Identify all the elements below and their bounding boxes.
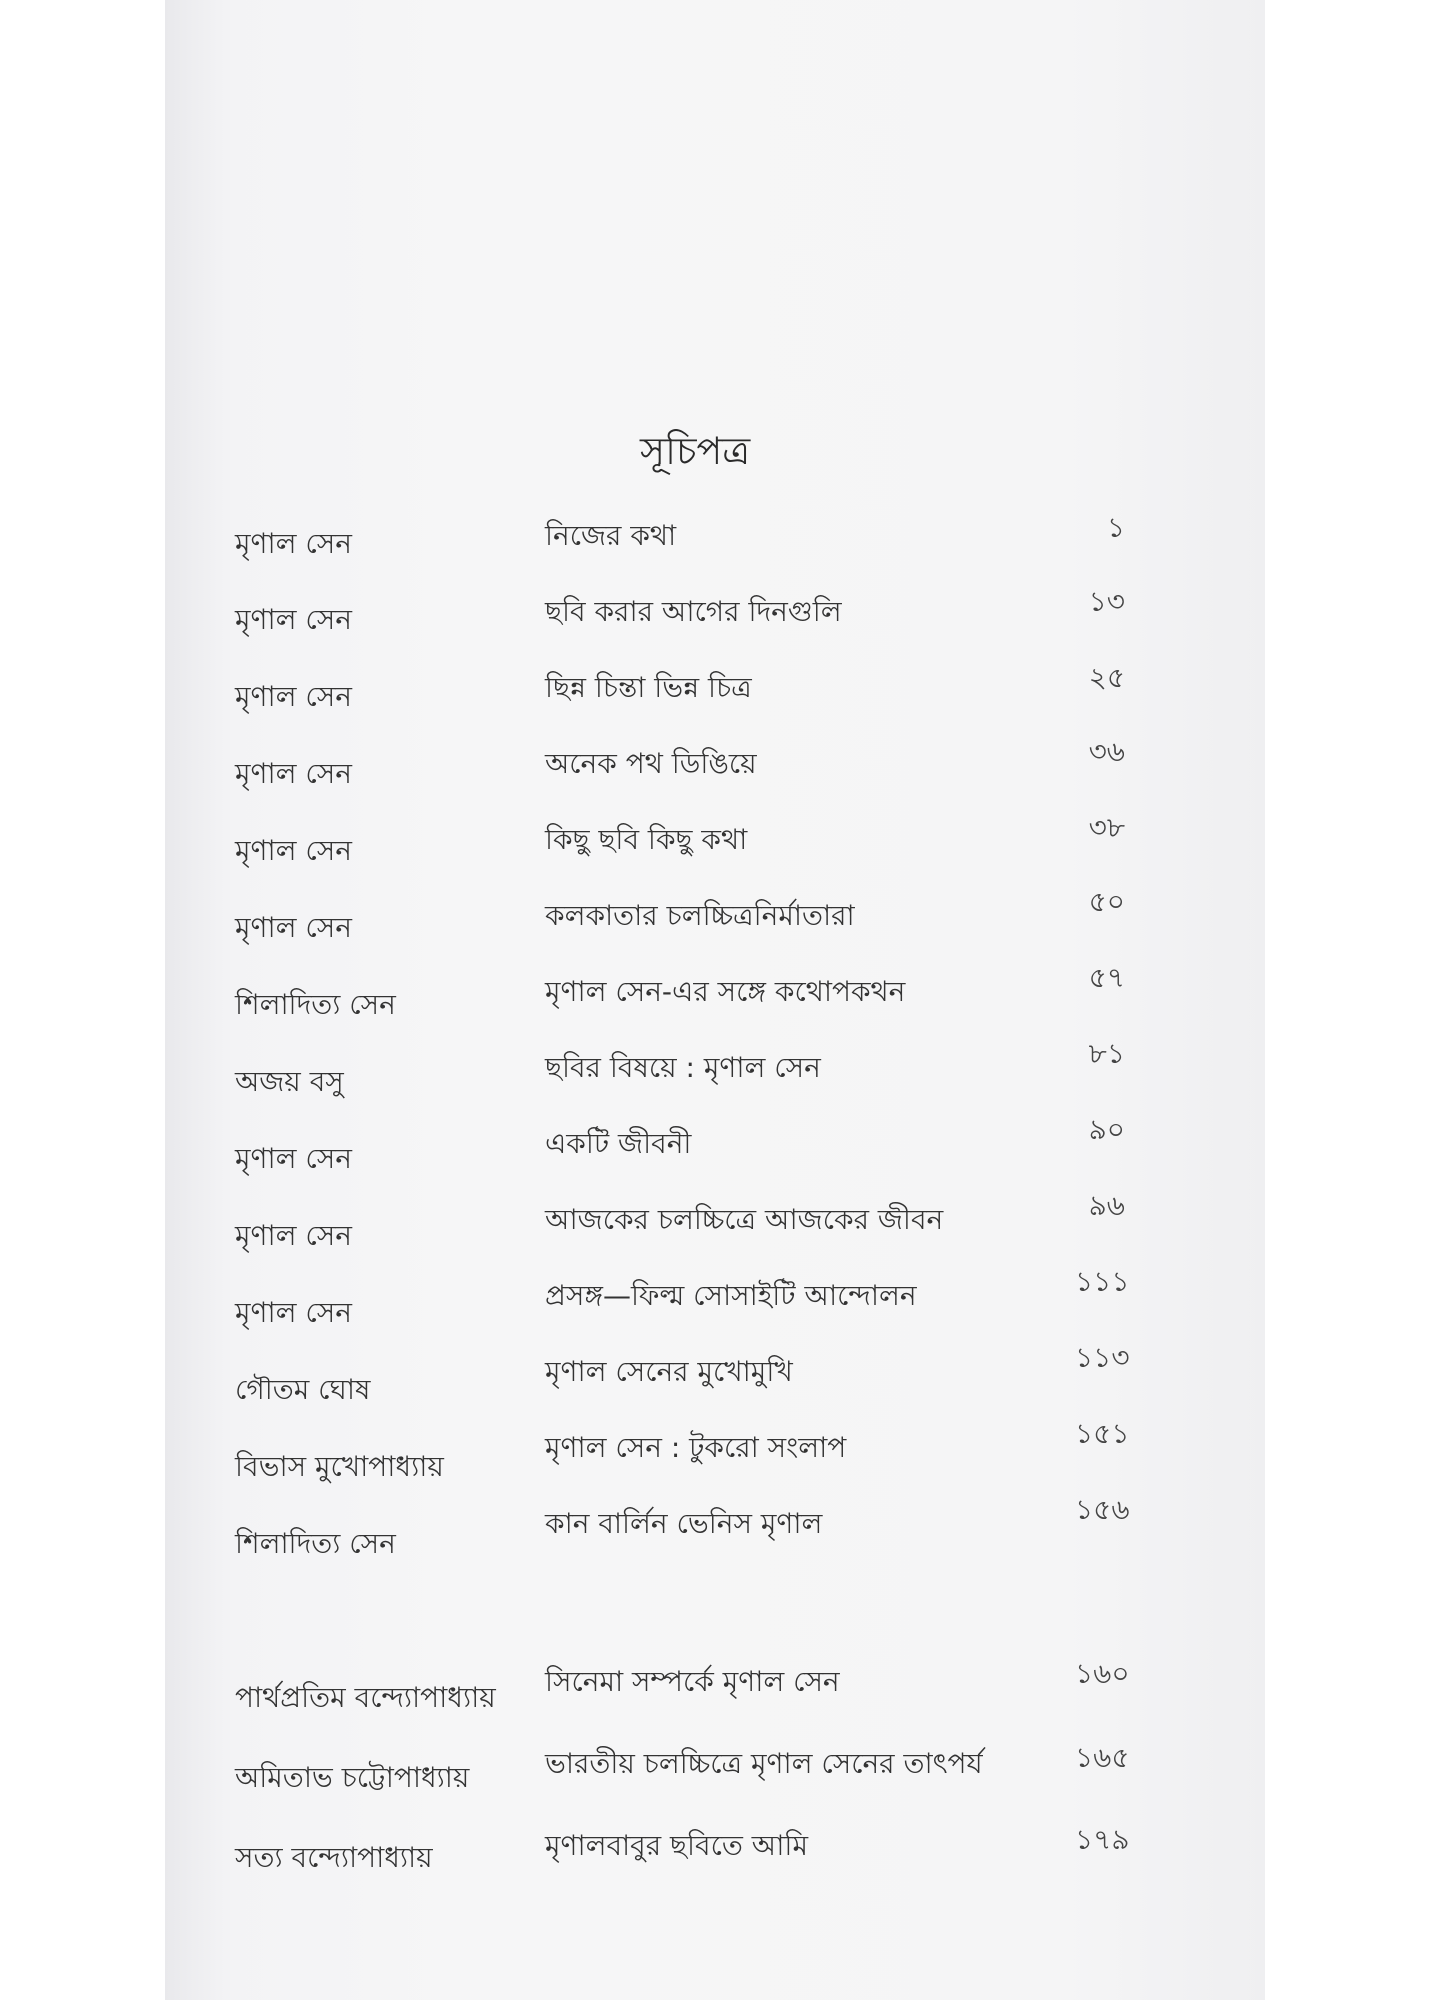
toc-title: মৃণাল সেন : টুকরো সংলাপ [545, 1431, 847, 1464]
toc-author: মৃণাল সেন [235, 527, 352, 560]
toc-author: অমিতাভ চট্টোপাধ্যায় [235, 1761, 470, 1794]
toc-title: একটি জীবনী [545, 1127, 692, 1160]
toc-author: মৃণাল সেন [235, 1219, 352, 1252]
left-margin [0, 0, 165, 2000]
toc-page: ৫০ [1088, 885, 1125, 918]
toc-title: সিনেমা সম্পর্কে মৃণাল সেন [545, 1665, 840, 1698]
toc-author: শিলাদিত্য সেন [235, 988, 396, 1021]
toc-author: মৃণাল সেন [235, 680, 352, 713]
toc-author: শিলাদিত্য সেন [235, 1527, 396, 1560]
toc-title: ছবি করার আগের দিনগুলি [545, 595, 842, 628]
toc-page: ৯৬ [1088, 1189, 1125, 1222]
toc-title: কলকাতার চলচ্চিত্রনির্মাতারা [545, 899, 855, 932]
toc-title: মৃণালবাবুর ছবিতে আমি [545, 1829, 808, 1862]
toc-page: ১৬৫ [1075, 1741, 1130, 1774]
toc-author: মৃণাল সেন [235, 1142, 352, 1175]
toc-page: ৯০ [1088, 1113, 1125, 1146]
toc-page: ২৫ [1088, 661, 1125, 694]
toc-author: মৃণাল সেন [235, 834, 352, 867]
toc-title: ছিন্ন চিন্তা ভিন্ন চিত্র [545, 671, 752, 704]
toc-author: বিভাস মুখোপাধ্যায় [235, 1450, 444, 1483]
toc-author: গৌতম ঘোষ [235, 1373, 371, 1406]
toc-title: ছবির বিষয়ে : মৃণাল সেন [545, 1051, 821, 1084]
toc-title: অনেক পথ ডিঙিয়ে [545, 747, 757, 780]
toc-title: নিজের কথা [545, 519, 677, 552]
toc-page: ১১৩ [1075, 1341, 1130, 1374]
toc-page: ১৫৬ [1075, 1493, 1130, 1526]
toc-title: ভারতীয় চলচ্চিত্রে মৃণাল সেনের তাৎপর্য [545, 1747, 983, 1780]
right-margin [1265, 0, 1429, 2000]
toc-page: ৩৮ [1088, 811, 1125, 844]
toc-page: ১৭৯ [1075, 1823, 1130, 1856]
toc-author: মৃণাল সেন [235, 1296, 352, 1329]
toc-author: সত্য বন্দ্যোপাধ্যায় [235, 1841, 433, 1874]
toc-title: মৃণাল সেনের মুখোমুখি [545, 1355, 793, 1388]
toc-title: কান বার্লিন ভেনিস মৃণাল [545, 1507, 823, 1540]
toc-author: পার্থপ্রতিম বন্দ্যোপাধ্যায় [235, 1681, 496, 1714]
page-title: সূচিপত্র [640, 429, 751, 473]
toc-page: ৮১ [1088, 1037, 1125, 1070]
toc-title: আজকের চলচ্চিত্রে আজকের জীবন [545, 1203, 944, 1236]
toc-author: মৃণাল সেন [235, 757, 352, 790]
toc-page: ১১১ [1075, 1265, 1130, 1298]
toc-page: ১৫১ [1075, 1417, 1130, 1450]
toc-page: ৩৬ [1088, 735, 1125, 768]
toc-author: অজয় বসু [235, 1065, 344, 1098]
toc-title: কিছু ছবি কিছু কথা [545, 823, 748, 856]
toc-author: মৃণাল সেন [235, 911, 352, 944]
toc-page: ১৬০ [1075, 1657, 1130, 1690]
toc-page: ১ [1106, 511, 1125, 544]
toc-author: মৃণাল সেন [235, 603, 352, 636]
toc-page: ১৩ [1088, 585, 1125, 618]
toc-title: প্রসঙ্গ—ফিল্ম সোসাইটি আন্দোলন [545, 1279, 917, 1312]
toc-title: মৃণাল সেন-এর সঙ্গে কথোপকথন [545, 975, 906, 1008]
toc-page: ৫৭ [1088, 961, 1125, 994]
